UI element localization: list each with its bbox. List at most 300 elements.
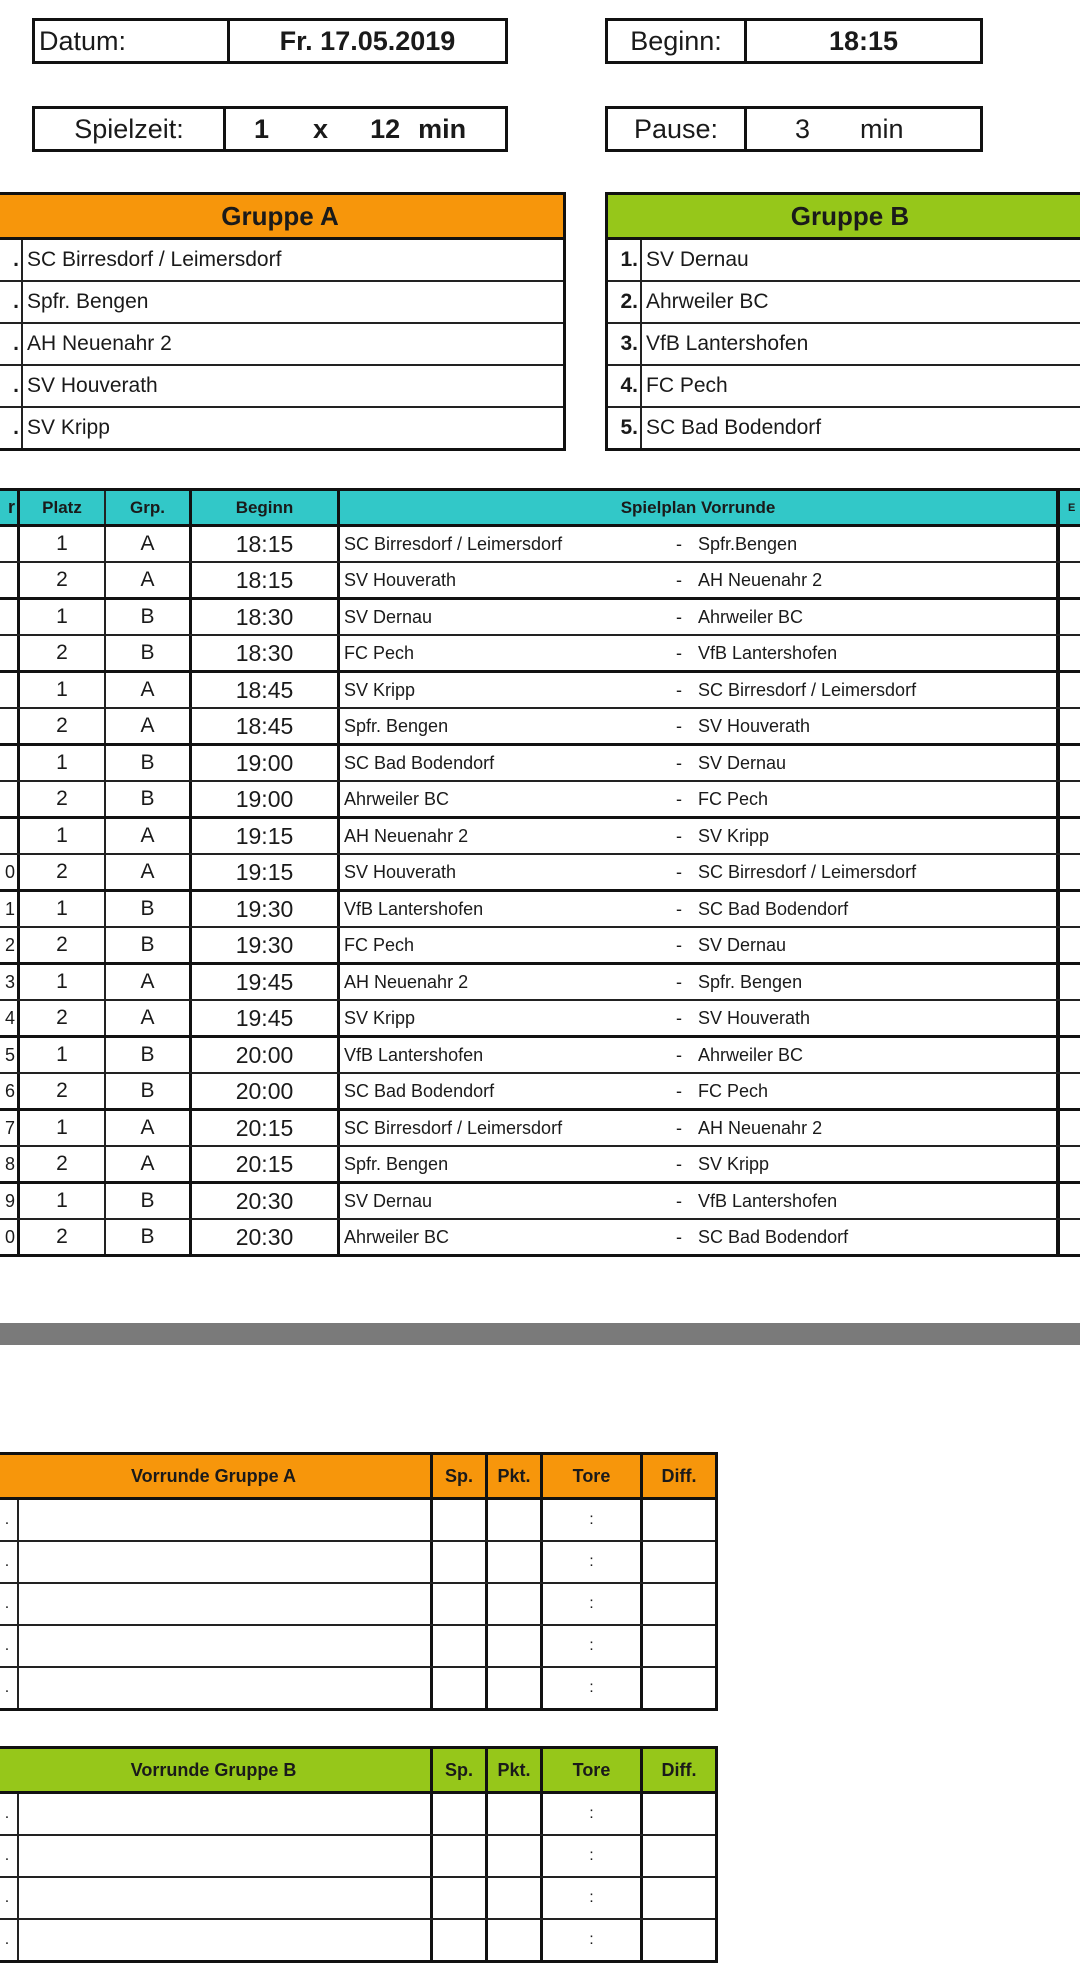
pause-value: [747, 109, 980, 149]
versus-dash: -: [676, 1080, 682, 1101]
match-time: 19:30: [192, 892, 340, 926]
standings-row: [0, 1668, 715, 1708]
col-sp: Sp.: [433, 1455, 488, 1497]
match-nr: [0, 709, 20, 743]
versus-dash: -: [676, 1044, 682, 1065]
match-pairing: [340, 819, 1060, 853]
team-cell[interactable]: [19, 1584, 433, 1624]
match-group: A: [106, 1147, 192, 1181]
games-cell[interactable]: [433, 1500, 488, 1540]
match-group: B: [106, 1184, 192, 1218]
away-team: Spfr. Bengen: [698, 971, 803, 992]
rank: .: [0, 1542, 19, 1582]
group-b-team-row: 5. SC Bad Bodendorf: [608, 408, 1080, 448]
standings-row: [0, 1542, 715, 1584]
schedule-row: [0, 1001, 1080, 1038]
match-nr: 9: [0, 1184, 20, 1218]
standings-a-table: [0, 1452, 718, 1711]
beginn-value: 18:15: [828, 25, 899, 56]
games-cell[interactable]: [433, 1920, 488, 1960]
standings-b-table: [0, 1746, 718, 1963]
home-team: SV Houverath: [344, 569, 457, 590]
versus-dash: -: [676, 1117, 682, 1138]
versus-dash: -: [676, 1190, 682, 1211]
match-group: A: [106, 1001, 192, 1035]
match-platz: 1: [20, 1184, 106, 1218]
versus-dash: -: [676, 715, 682, 736]
match-time: 18:45: [192, 709, 340, 743]
pause-unit: min: [860, 113, 904, 144]
match-platz: 2: [20, 1074, 106, 1108]
match-nr: 6: [0, 1074, 20, 1108]
away-team: AH Neuenahr 2: [698, 1117, 823, 1138]
team-cell[interactable]: [19, 1794, 433, 1834]
match-result-cell[interactable]: [1060, 892, 1080, 926]
match-pairing: [340, 965, 1060, 999]
rank: .: [0, 1836, 19, 1876]
diff-cell[interactable]: [643, 1836, 715, 1876]
match-platz: 2: [20, 563, 106, 597]
match-result-cell[interactable]: [1060, 1074, 1080, 1108]
schedule-row: [0, 855, 1080, 892]
schedule-row: [0, 819, 1080, 855]
schedule-row: [0, 1220, 1080, 1254]
versus-dash: -: [676, 1007, 682, 1028]
match-pairing: [340, 636, 1060, 670]
match-result-cell[interactable]: [1060, 782, 1080, 816]
games-cell[interactable]: [433, 1668, 488, 1708]
games-cell[interactable]: [433, 1794, 488, 1834]
versus-dash: -: [676, 533, 682, 554]
schedule-row: [0, 1074, 1080, 1111]
match-pairing: [340, 1111, 1060, 1145]
team-cell[interactable]: [19, 1626, 433, 1666]
header-platz: Platz: [20, 491, 106, 524]
goals-cell[interactable]: :: [543, 1626, 643, 1666]
group-a-team-row: . AH Neuenahr 2: [0, 324, 563, 366]
schedule-row: [0, 1147, 1080, 1184]
match-pairing: [340, 928, 1060, 962]
match-result-cell[interactable]: [1060, 673, 1080, 707]
match-result-cell[interactable]: [1060, 1001, 1080, 1035]
datum-value: Fr. 17.05.2019: [279, 25, 456, 56]
match-group: B: [106, 892, 192, 926]
match-time: 19:00: [192, 782, 340, 816]
col-tore: Tore: [543, 1455, 643, 1497]
schedule-row: [0, 1111, 1080, 1147]
goals-cell[interactable]: :: [543, 1878, 643, 1918]
match-group: B: [106, 782, 192, 816]
goals-cell[interactable]: :: [543, 1836, 643, 1876]
goals-cell[interactable]: :: [543, 1668, 643, 1708]
match-platz: 1: [20, 600, 106, 634]
away-team: FC Pech: [698, 1080, 769, 1101]
group-b-table: [605, 192, 1080, 451]
match-pairing: [340, 1074, 1060, 1108]
match-platz: 2: [20, 636, 106, 670]
header-nr: r: [0, 491, 20, 524]
diff-cell[interactable]: [643, 1878, 715, 1918]
rank: .: [0, 1668, 19, 1708]
home-team: SV Kripp: [344, 1007, 416, 1028]
match-group: A: [106, 527, 192, 561]
spielzeit-box: [32, 106, 508, 152]
match-nr: [0, 819, 20, 853]
games-cell[interactable]: [433, 1542, 488, 1582]
diff-cell[interactable]: [643, 1542, 715, 1582]
schedule-row: [0, 709, 1080, 746]
header-spielplan: Spielplan Vorrunde: [340, 491, 1060, 524]
match-platz: 1: [20, 819, 106, 853]
home-team: VfB Lantershofen: [344, 898, 484, 919]
match-nr: [0, 600, 20, 634]
match-group: B: [106, 928, 192, 962]
match-pairing: [340, 1001, 1060, 1035]
schedule-body: [0, 527, 1080, 1254]
header-beginn: Beginn: [192, 491, 340, 524]
versus-dash: -: [676, 1153, 682, 1174]
match-result-cell[interactable]: [1060, 928, 1080, 962]
match-time: 19:30: [192, 928, 340, 962]
match-pairing: [340, 563, 1060, 597]
schedule-row: [0, 673, 1080, 709]
match-pairing: [340, 1147, 1060, 1181]
match-nr: [0, 527, 20, 561]
match-nr: 4: [0, 1001, 20, 1035]
match-group: A: [106, 1111, 192, 1145]
match-group: A: [106, 563, 192, 597]
diff-cell[interactable]: [643, 1500, 715, 1540]
standings-row: [0, 1878, 715, 1920]
versus-dash: -: [676, 642, 682, 663]
team-cell[interactable]: [19, 1668, 433, 1708]
away-team: SV Kripp: [698, 825, 770, 846]
match-platz: 1: [20, 1111, 106, 1145]
match-result-cell[interactable]: [1060, 1220, 1080, 1254]
match-platz: 1: [20, 892, 106, 926]
match-pairing: [340, 673, 1060, 707]
match-platz: 1: [20, 673, 106, 707]
match-nr: 7: [0, 1111, 20, 1145]
home-team: AH Neuenahr 2: [344, 825, 469, 846]
standings-row: [0, 1920, 715, 1960]
schedule-row: [0, 1038, 1080, 1074]
match-time: 20:00: [192, 1074, 340, 1108]
away-team: SC Birresdorf / Leimersdorf: [698, 679, 917, 700]
goals-cell[interactable]: :: [543, 1794, 643, 1834]
away-team: AH Neuenahr 2: [698, 569, 823, 590]
schedule-row: [0, 965, 1080, 1001]
schedule-header: [0, 491, 1080, 527]
away-team: SV Dernau: [698, 934, 787, 955]
match-pairing: [340, 782, 1060, 816]
match-time: 20:30: [192, 1184, 340, 1218]
home-team: SC Birresdorf / Leimersdorf: [344, 1117, 563, 1138]
match-result-cell[interactable]: [1060, 1147, 1080, 1181]
home-team: Ahrweiler BC: [344, 1226, 450, 1247]
group-b-title: Gruppe B: [608, 195, 1080, 240]
points-cell[interactable]: [488, 1794, 543, 1834]
games-cell[interactable]: [433, 1878, 488, 1918]
match-result-cell[interactable]: [1060, 746, 1080, 780]
match-group: B: [106, 1038, 192, 1072]
away-team: SV Houverath: [698, 1007, 811, 1028]
away-team: VfB Lantershofen: [698, 642, 838, 663]
group-b-team-row: 1. SV Dernau: [608, 240, 1080, 282]
match-group: A: [106, 673, 192, 707]
rank: .: [0, 1500, 19, 1540]
versus-dash: -: [676, 606, 682, 627]
match-platz: 2: [20, 855, 106, 889]
spielzeit-halves: 1: [254, 113, 270, 144]
away-team: Ahrweiler BC: [698, 606, 804, 627]
team-cell[interactable]: [19, 1836, 433, 1876]
match-nr: [0, 746, 20, 780]
col-diff: Diff.: [661, 1465, 697, 1486]
points-cell[interactable]: [488, 1542, 543, 1582]
match-platz: 1: [20, 965, 106, 999]
match-pairing: [340, 709, 1060, 743]
match-pairing: [340, 1220, 1060, 1254]
away-team: SC Birresdorf / Leimersdorf: [698, 861, 917, 882]
match-platz: 2: [20, 1220, 106, 1254]
home-team: SV Kripp: [344, 679, 416, 700]
home-team: SV Houverath: [344, 861, 457, 882]
versus-dash: -: [676, 679, 682, 700]
match-pairing: [340, 600, 1060, 634]
spielzeit-x: x: [313, 113, 329, 144]
group-b-team-row: 2. Ahrweiler BC: [608, 282, 1080, 324]
team-cell[interactable]: [19, 1878, 433, 1918]
match-group: B: [106, 1074, 192, 1108]
match-group: B: [106, 746, 192, 780]
match-group: A: [106, 855, 192, 889]
match-group: A: [106, 819, 192, 853]
col-sp: Sp.: [433, 1749, 488, 1791]
home-team: Ahrweiler BC: [344, 788, 450, 809]
datum-box: [32, 18, 508, 64]
match-time: 18:45: [192, 673, 340, 707]
games-cell[interactable]: [433, 1626, 488, 1666]
match-result-cell[interactable]: [1060, 600, 1080, 634]
points-cell[interactable]: [488, 1920, 543, 1960]
standings-row: [0, 1626, 715, 1668]
schedule-row: [0, 527, 1080, 563]
pause-number: 3: [795, 113, 811, 144]
home-team: SC Bad Bodendorf: [344, 1080, 495, 1101]
match-platz: 2: [20, 782, 106, 816]
home-team: VfB Lantershofen: [344, 1044, 484, 1065]
diff-cell[interactable]: [643, 1920, 715, 1960]
standings-row: [0, 1836, 715, 1878]
goals-cell[interactable]: :: [543, 1584, 643, 1624]
match-group: A: [106, 709, 192, 743]
rank: .: [0, 1584, 19, 1624]
group-a-team-row: . Spfr. Bengen: [0, 282, 563, 324]
versus-dash: -: [676, 934, 682, 955]
match-result-cell[interactable]: [1060, 709, 1080, 743]
home-team: SC Bad Bodendorf: [344, 752, 495, 773]
match-pairing: [340, 892, 1060, 926]
diff-cell[interactable]: [643, 1794, 715, 1834]
schedule-row: [0, 746, 1080, 782]
match-platz: 2: [20, 1001, 106, 1035]
standings-row: [0, 1584, 715, 1626]
match-result-cell[interactable]: [1060, 636, 1080, 670]
standings-a-header: [0, 1455, 715, 1500]
standings-b-body: [0, 1794, 715, 1960]
standings-a-body: [0, 1500, 715, 1708]
match-nr: 0: [0, 1220, 20, 1254]
match-group: B: [106, 1220, 192, 1254]
col-pkt: Pkt.: [488, 1455, 543, 1497]
home-team: Spfr. Bengen: [344, 1153, 449, 1174]
away-team: SV Kripp: [698, 1153, 770, 1174]
match-nr: [0, 563, 20, 597]
points-cell[interactable]: [488, 1668, 543, 1708]
games-cell[interactable]: [433, 1836, 488, 1876]
match-time: 20:15: [192, 1111, 340, 1145]
group-b-team-row: 3. VfB Lantershofen: [608, 324, 1080, 366]
col-tore: Tore: [543, 1749, 643, 1791]
match-pairing: [340, 1184, 1060, 1218]
goals-cell[interactable]: :: [543, 1920, 643, 1960]
rank: .: [0, 1626, 19, 1666]
match-time: 20:00: [192, 1038, 340, 1072]
schedule-row: [0, 636, 1080, 673]
team-cell[interactable]: [19, 1542, 433, 1582]
versus-dash: -: [676, 861, 682, 882]
standings-row: [0, 1500, 715, 1542]
match-group: B: [106, 600, 192, 634]
match-platz: 1: [20, 527, 106, 561]
match-time: 19:15: [192, 855, 340, 889]
points-cell[interactable]: [488, 1836, 543, 1876]
diff-cell[interactable]: [643, 1626, 715, 1666]
away-team: SC Bad Bodendorf: [698, 1226, 849, 1247]
games-cell[interactable]: [433, 1584, 488, 1624]
match-result-cell[interactable]: [1060, 563, 1080, 597]
match-pairing: [340, 527, 1060, 561]
versus-dash: -: [676, 825, 682, 846]
away-team: Spfr.Bengen: [698, 533, 798, 554]
versus-dash: -: [676, 788, 682, 809]
schedule-row: [0, 563, 1080, 600]
spielzeit-label: Spielzeit:: [35, 109, 226, 149]
match-result-cell[interactable]: [1060, 527, 1080, 561]
match-result-cell[interactable]: [1060, 855, 1080, 889]
match-time: 18:30: [192, 600, 340, 634]
standings-a-title: Vorrunde Gruppe A: [0, 1455, 433, 1497]
home-team: Spfr. Bengen: [344, 715, 449, 736]
home-team: FC Pech: [344, 642, 415, 663]
match-time: 19:00: [192, 746, 340, 780]
group-a-team-row: . SV Houverath: [0, 366, 563, 408]
diff-cell[interactable]: [643, 1584, 715, 1624]
match-result-cell[interactable]: [1060, 819, 1080, 853]
match-nr: 0: [0, 855, 20, 889]
match-pairing: [340, 855, 1060, 889]
col-pkt: Pkt.: [488, 1749, 543, 1791]
match-result-cell[interactable]: [1060, 965, 1080, 999]
points-cell[interactable]: [488, 1500, 543, 1540]
match-time: 20:30: [192, 1220, 340, 1254]
group-a-team-row: . SC Birresdorf / Leimersdorf: [0, 240, 563, 282]
spielzeit-minutes: 12: [370, 113, 401, 144]
match-time: 19:45: [192, 1001, 340, 1035]
schedule-row: [0, 892, 1080, 928]
match-nr: 2: [0, 928, 20, 962]
versus-dash: -: [676, 569, 682, 590]
standings-row: [0, 1794, 715, 1836]
match-nr: [0, 782, 20, 816]
match-platz: 2: [20, 1147, 106, 1181]
match-time: 18:15: [192, 527, 340, 561]
away-team: Ahrweiler BC: [698, 1044, 804, 1065]
schedule-row: [0, 928, 1080, 965]
goals-cell[interactable]: :: [543, 1542, 643, 1582]
match-time: 19:45: [192, 965, 340, 999]
standings-b-title: Vorrunde Gruppe B: [0, 1749, 433, 1791]
col-diff: Diff.: [661, 1759, 697, 1780]
match-result-cell[interactable]: [1060, 1111, 1080, 1145]
schedule-row: [0, 782, 1080, 819]
group-a-table: [0, 192, 566, 451]
header-grp: Grp.: [106, 491, 192, 524]
points-cell[interactable]: [488, 1626, 543, 1666]
match-nr: 8: [0, 1147, 20, 1181]
match-platz: 1: [20, 1038, 106, 1072]
match-result-cell[interactable]: [1060, 1184, 1080, 1218]
group-a-title: Gruppe A: [0, 195, 563, 240]
home-team: SV Dernau: [344, 606, 433, 627]
away-team: SC Bad Bodendorf: [698, 898, 849, 919]
datum-label: Datum:: [35, 21, 230, 61]
schedule-row: [0, 1184, 1080, 1220]
goals-cell[interactable]: :: [543, 1500, 643, 1540]
team-cell[interactable]: [19, 1920, 433, 1960]
away-team: SV Houverath: [698, 715, 811, 736]
team-cell[interactable]: [19, 1500, 433, 1540]
points-cell[interactable]: [488, 1878, 543, 1918]
versus-dash: -: [676, 971, 682, 992]
points-cell[interactable]: [488, 1584, 543, 1624]
spielzeit-unit: min: [418, 113, 467, 144]
match-pairing: [340, 746, 1060, 780]
home-team: SV Dernau: [344, 1190, 433, 1211]
versus-dash: -: [676, 898, 682, 919]
match-pairing: [340, 1038, 1060, 1072]
home-team: AH Neuenahr 2: [344, 971, 469, 992]
match-time: 19:15: [192, 819, 340, 853]
versus-dash: -: [676, 1226, 682, 1247]
match-nr: 5: [0, 1038, 20, 1072]
beginn-box: [605, 18, 983, 64]
match-time: 18:15: [192, 563, 340, 597]
home-team: FC Pech: [344, 934, 415, 955]
match-result-cell[interactable]: [1060, 1038, 1080, 1072]
pause-box: [605, 106, 983, 152]
pause-label: Pause:: [608, 109, 747, 149]
home-team: SC Birresdorf / Leimersdorf: [344, 533, 563, 554]
rank: .: [0, 1794, 19, 1834]
schedule-row: [0, 600, 1080, 636]
match-group: A: [106, 965, 192, 999]
away-team: VfB Lantershofen: [698, 1190, 838, 1211]
diff-cell[interactable]: [643, 1668, 715, 1708]
match-platz: 2: [20, 709, 106, 743]
rank: .: [0, 1878, 19, 1918]
